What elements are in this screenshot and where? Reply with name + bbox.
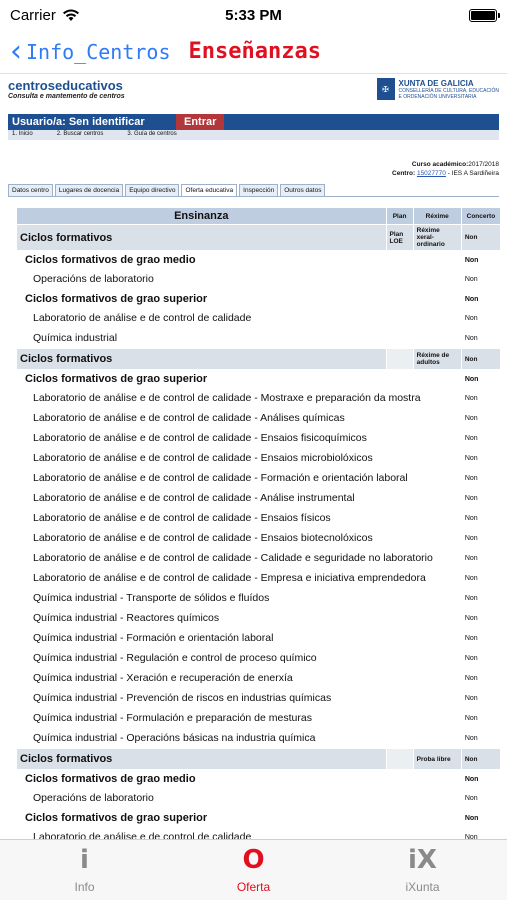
concerto-value: Non [464, 495, 478, 502]
group-2-items [17, 389, 500, 748]
table-row [17, 409, 500, 428]
table-row [17, 689, 500, 708]
concerto-value: Non [464, 775, 479, 783]
ensinanza-name: Laboratorio de análise e de control de calidade - Empresa e iniciativa emprendedora [33, 572, 426, 584]
tab-info[interactable] [0, 840, 169, 900]
course-info [8, 160, 499, 178]
site-subtitle: Consulta e mantemento de centros [8, 93, 125, 100]
tab-oferta[interactable] [169, 840, 338, 900]
group-concerto: Non [462, 749, 500, 769]
subgroup-title: Ciclos formativos de grao medio [25, 773, 196, 785]
course-label: Curso académico: [411, 161, 469, 168]
tab-lugares-docencia[interactable]: Lugares de docencia [55, 184, 123, 196]
carrier-label: Carrier [10, 6, 56, 24]
crumb-guia[interactable]: 3. Guía de centros [127, 131, 177, 137]
ensinanza-name: Laboratorio de análise e de control de calidade - Ensaios microbiolóxicos [33, 452, 373, 464]
group-row-3 [17, 749, 500, 769]
group-concerto: Non [462, 225, 500, 250]
concerto-value: Non [464, 635, 478, 642]
oferta-icon: O [242, 845, 265, 875]
group-title: Ciclos formativos [17, 749, 386, 769]
web-content[interactable] [0, 74, 507, 839]
status-left [10, 7, 80, 24]
back-label: Info_Centros [26, 39, 171, 64]
user-label: Usuario/a: Sen identificar [12, 116, 145, 128]
tab-ixunta-label: iXunta [405, 880, 440, 894]
breadcrumb [8, 130, 499, 140]
ensinanza-name: Laboratorio de análise e de control de calidade - Formación e orientación laboral [33, 472, 408, 484]
header-plan: Plan [387, 208, 413, 224]
xunta-logo-icon: ✠ [377, 78, 395, 100]
tab-oferta-label: Oferta [236, 880, 271, 894]
concerto-value: Non [464, 375, 479, 383]
concerto-value: Non [464, 475, 478, 482]
xunta-name: XUNTA DE GALICIA [398, 78, 474, 88]
center-name: - IES A Sardiñeira [447, 170, 499, 177]
concerto-value: Non [464, 315, 478, 322]
concerto-value: Non [464, 435, 478, 442]
crumb-inicio[interactable]: 1. Inicio [12, 131, 33, 137]
subgroup-title: Ciclos formativos de grao superior [25, 293, 208, 305]
tab-datos-centro[interactable]: Datos centro [8, 184, 53, 196]
concerto-value: Non [464, 335, 478, 342]
ensinanza-name: Laboratorio de análise e de control de calidade [33, 312, 252, 324]
table-row [17, 649, 500, 668]
table-row [17, 529, 500, 548]
table-row [17, 449, 500, 468]
ensinanza-name: Laboratorio de análise e de control de calidade - Ensaios físicos [33, 512, 331, 524]
group-row-2 [17, 349, 500, 369]
table-row [17, 629, 500, 648]
table-row [17, 309, 500, 328]
subgroup-title: Ciclos formativos de grao superior [25, 812, 208, 824]
site-title[interactable]: centroseducativos [8, 78, 123, 93]
site-branding [8, 78, 125, 100]
course-value: 2017/2018 [468, 161, 499, 168]
wifi-icon [62, 9, 80, 22]
ensinanza-name: Química industrial - Reactores químicos [33, 612, 220, 624]
page-title: Enseñanzas [188, 39, 321, 64]
ensinanza-name: Operacións de laboratorio [33, 792, 154, 804]
tab-bar [0, 839, 507, 900]
chevron-left-icon: ‹ [10, 33, 22, 69]
ensinanza-name: Laboratorio de análise e de control de calidade [33, 831, 252, 839]
table-row [17, 609, 500, 628]
ensinanza-name: Química industrial - Operacións básicas na industria química [33, 732, 316, 744]
tab-oferta-educativa[interactable]: Oferta educativa [181, 184, 237, 196]
tab-ixunta[interactable] [338, 840, 507, 900]
ensinanza-name: Química industrial [33, 332, 118, 344]
enter-button[interactable]: Entrar [176, 114, 224, 130]
header-rexime: Réxime [414, 208, 461, 224]
table-row [17, 329, 500, 348]
center-code-link[interactable]: 15027770 [416, 170, 446, 177]
ensinanzas-table [16, 207, 501, 839]
site-tabs [8, 184, 499, 197]
user-bar [8, 114, 499, 130]
group-rexime: Réxime xeral-ordinario [414, 225, 461, 250]
ensinanza-name: Química industrial - Regulación e control de proceso químico [33, 652, 317, 664]
table-row [17, 489, 500, 508]
table-row [17, 669, 500, 688]
concerto-value: Non [464, 575, 478, 582]
tab-equipo-directivo[interactable]: Equipo directivo [125, 184, 179, 196]
table-row [17, 828, 500, 839]
subgroup-row [17, 770, 500, 788]
table-row [17, 509, 500, 528]
concerto-value: Non [464, 455, 478, 462]
concerto-value: Non [464, 715, 478, 722]
header-concerto: Concerto [462, 208, 500, 224]
concerto-value: Non [464, 675, 478, 682]
crumb-buscar[interactable]: 2. Buscar centros [56, 131, 104, 137]
subgroup-title: Ciclos formativos de grao superior [25, 373, 208, 385]
group-row-1 [17, 225, 500, 250]
table-row [17, 569, 500, 588]
tab-inspeccion[interactable]: Inspección [239, 184, 278, 196]
table-row [17, 789, 500, 808]
ensinanza-name: Operacións de laboratorio [33, 273, 154, 285]
back-button[interactable] [10, 33, 171, 69]
ensinanza-name: Laboratorio de análise e de control de calidade - Calidade e seguridade no laboratorio [33, 552, 433, 564]
table-row [17, 589, 500, 608]
xunta-sub1: CONSELLERÍA DE CULTURA, EDUCACIÓN [398, 87, 499, 94]
group-rexime: Proba libre [414, 749, 461, 769]
concerto-value: Non [464, 295, 479, 303]
ensinanza-name: Química industrial - Xeración e recuperación de enerxía [33, 672, 293, 684]
table-row [17, 270, 500, 289]
info-icon: i [80, 845, 89, 875]
table-row [17, 389, 500, 408]
center-label: Centro: [392, 170, 416, 177]
subgroup-title: Ciclos formativos de grao medio [25, 254, 196, 266]
ensinanza-name: Química industrial - Prevención de riscos en industrias químicas [33, 692, 332, 704]
concerto-value: Non [464, 535, 478, 542]
group-title: Ciclos formativos [17, 349, 386, 369]
subgroup-row [17, 290, 500, 308]
subgroup-row [17, 809, 500, 827]
ensinanza-name: Química industrial - Transporte de sólidos e fluídos [33, 592, 270, 604]
subgroup-row [17, 370, 500, 388]
ensinanza-name: Química industrial - Formación e orientación laboral [33, 632, 274, 644]
ixunta-icon: iX [408, 845, 437, 875]
ensinanza-name: Química industrial - Formulación e preparación de mesturas [33, 712, 312, 724]
ensinanza-name: Laboratorio de análise e de control de calidade - Análise instrumental [33, 492, 355, 504]
group-rexime: Réxime de adultos [414, 349, 461, 369]
concerto-value: Non [464, 814, 479, 822]
site-header [8, 78, 499, 108]
ensinanza-name: Laboratorio de análise e de control de calidade - Ensaios biotecnolóxicos [33, 532, 373, 544]
concerto-value: Non [464, 256, 479, 264]
concerto-value: Non [464, 655, 478, 662]
status-bar [0, 0, 507, 30]
concerto-value: Non [464, 834, 478, 839]
nav-bar [0, 30, 507, 74]
group-concerto: Non [462, 349, 500, 369]
tab-info-label: Info [74, 880, 95, 894]
concerto-value: Non [464, 415, 478, 422]
table-header [17, 208, 500, 224]
group-plan: Plan LOE [387, 225, 413, 250]
concerto-value: Non [464, 395, 478, 402]
subgroup-row [17, 251, 500, 269]
ensinanza-name: Laboratorio de análise e de control de calidade - Ensaios fisicoquímicos [33, 432, 367, 444]
concerto-value: Non [464, 795, 478, 802]
status-time: 5:33 PM [225, 6, 282, 24]
table-row [17, 709, 500, 728]
concerto-value: Non [464, 735, 478, 742]
ensinanza-name: Laboratorio de análise e de control de calidade - Análises químicas [33, 412, 345, 424]
battery-icon [469, 9, 497, 22]
xunta-sub2: E ORDENACIÓN UNIVERSITARIA [398, 93, 477, 100]
concerto-value: Non [464, 555, 478, 562]
concerto-value: Non [464, 695, 478, 702]
concerto-value: Non [464, 276, 478, 283]
concerto-value: Non [464, 595, 478, 602]
group-plan [387, 749, 413, 769]
group-plan [387, 349, 413, 369]
table-row [17, 469, 500, 488]
table-row [17, 729, 500, 748]
ensinanza-name: Laboratorio de análise e de control de calidade - Mostraxe e preparación da mostra [33, 392, 421, 404]
header-ensinanza: Ensinanza [17, 208, 386, 224]
concerto-value: Non [464, 615, 478, 622]
table-row [17, 429, 500, 448]
table-row [17, 549, 500, 568]
concerto-value: Non [464, 515, 478, 522]
tab-outros-datos[interactable]: Outros datos [280, 184, 325, 196]
xunta-branding [377, 78, 499, 100]
group-title: Ciclos formativos [17, 225, 386, 250]
